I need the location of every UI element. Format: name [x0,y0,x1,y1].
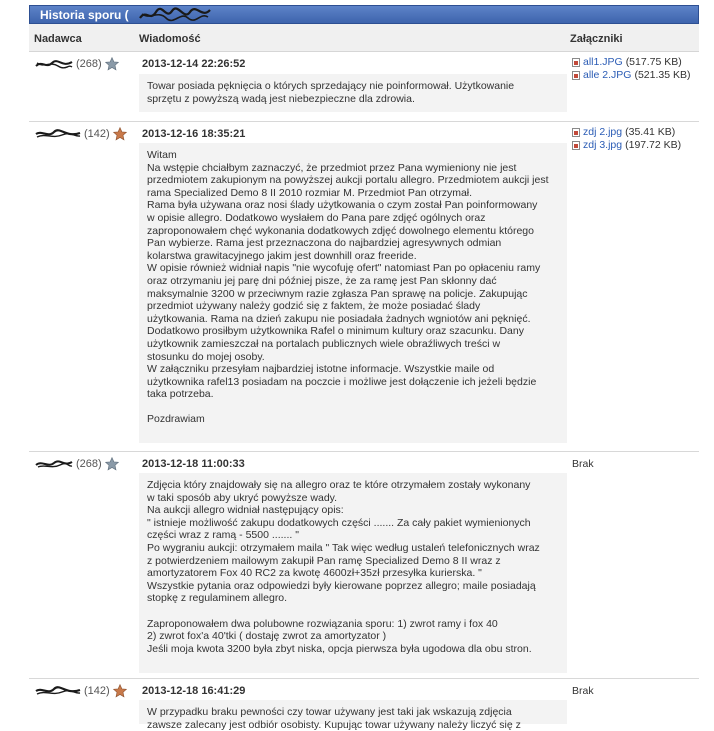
message-text: W przypadku braku pewności czy towar używany jest taki jak wskazują zdjęcia zawsze zalecany jest odbiór osobisty. Kupując towar używany należy liczyć się z [147,706,521,731]
attachment-link[interactable]: zdj 3.jpg [583,139,623,151]
message-text: Towar posiada pęknięcia o których sprzedający nie poinformował. Użytkowanie sprzętu z powyższą wadą jest niebezpieczne dla zdrowia. [147,80,515,105]
sender [34,127,127,141]
no-attachments-label: Brak [572,458,594,470]
attachment-link[interactable]: zdj 2.jpg [583,126,623,138]
message-date: 2013-12-14 22:26:52 [142,58,246,70]
redacted-sender-name [34,458,74,470]
rating-count[interactable]: (268) [76,458,102,470]
star-icon [113,684,127,698]
message-date: 2013-12-18 16:41:29 [142,685,246,697]
message-date: 2013-12-16 18:35:21 [142,128,246,140]
message-text: Witam Na wstępie chciałbym zaznaczyć, że przedmiot przez Pana wymieniony nie jest przedmiotem zakupionym na powyższej aukcji portalu allegro. Przedmiotem aukcji jest rama Specialized Demo 8 II 2010 rozmiar M. Przedmiot Pan otrzymał. Rama była używana oraz nosi ślady użytkowania o czym został Pan poinformowany w opisie allegro. Dodatkowo wysłałem do Pana pare zdjęć ogólnych oraz zaproponowałem chęć wykonania dodatkowych zdjęć dowolnego elementu którego Pan wybierze. Rama jest przeznaczona do najbardziej agresywnych odmian kolarstwa grawitacyjnego jakim jest downhill oraz freeride. W opisie również widniał napis "nie wycofuję ofert" natomiast Pan po opłaceniu ramy oraz otrzymaniu jej parę dni później pisze, że za ramę jest Pan skłonny dać maksymalnie 3200 w przeciwnym razie zgłasza Pan sprawę na policje. Zakupując przedmiot używany należy godzić się z faktem, że może posiadać ślady użytkowania. Rama na dzień zakupu nie posiadała żadnych wgniotów ani pęknięć. Dodatkowo prosiłbym użytkownika Rafel o minimum kultury oraz szacunku. Dany użytkownik zamieszczał na portalach publicznych wiele obraźliwych treści w stosunku do mojej osoby. W załączniku przesyłam najbardziej istotne informacje. Wszystkie maile od użytkownika rafel13 posiadam na poczcie i możliwe jest dołączenie ich jeżeli będzie taka potrzeba. Pozdrawiam [147,149,549,426]
col-sender: Nadawca [34,33,82,45]
rating-count[interactable]: (268) [76,58,102,70]
attachments-list [572,56,691,82]
attachments-list [572,126,681,152]
attachment-item[interactable] [572,56,691,69]
attachment-link[interactable]: all1.JPG [583,56,623,68]
message-text: Zdjęcia który znajdowały się na allegro oraz te które otrzymałem zostały wykonany w taki sposób aby ukryć powyższe wady. Na aukcji allegro widniał następujący opis: " istnieje możliwość zakupu dodatkowych części ....... Za cały pakiet wymienionych części wraz z ramą - 5500 ....... " Po wygraniu aukcji: otrzymałem maila " Tak więc według ustaleń telefonicznych wraz z potwierdzeniem mailowym zakupił Pan ramę Specialized Demo 8 II wraz z amortyzatorem Fox 40 RC2 za kwotę 4600zł+35zł przesyłka kurierska. " Wszystkie pytania oraz odpowiedzi były kierowane poprzez allegro; maile posiadają stopkę z regulaminem allegro. Zaproponowałem dwa polubowne rozwiązania sporu: 1) zwrot ramy i fox 40 2) zwrot fox'a 40'tki ( dostaję zwrot za amortyzator ) Jeśli moja kwota 3200 była zbyt niska, opcja pierwsza była ugodowa dla obu stron. [147,479,540,655]
sender [34,684,127,698]
attachment-item[interactable] [572,126,681,139]
attachment-link[interactable]: alle 2.JPG [583,69,632,81]
no-attachments-label: Brak [572,685,594,697]
image-file-icon [572,128,580,137]
attachment-size: (521.35 KB) [634,69,691,81]
row-divider [29,678,699,679]
redacted-sender-name [34,58,74,70]
rating-count[interactable]: (142) [84,128,110,140]
redacted-scribble [136,6,216,25]
col-message: Wiadomość [139,33,201,45]
star-icon [105,57,119,71]
row-divider [29,121,699,122]
col-attachments: Załączniki [570,33,623,45]
star-icon [113,127,127,141]
attachment-size: (517.75 KB) [625,56,682,68]
message-date: 2013-12-18 11:00:33 [142,458,245,470]
attachment-size: (197.72 KB) [625,139,682,151]
row-divider [29,451,699,452]
dispute-history-header [29,5,699,24]
attachment-item[interactable] [572,139,681,152]
image-file-icon [572,71,580,80]
image-file-icon [572,141,580,150]
attachment-item[interactable] [572,69,691,82]
star-icon [105,457,119,471]
sender [34,57,119,71]
redacted-sender-name [34,128,82,140]
image-file-icon [572,58,580,67]
column-headers [29,24,699,52]
attachment-size: (35.41 KB) [625,126,676,138]
redacted-sender-name [34,685,82,697]
header-title: Historia sporu ( [40,8,129,22]
sender [34,457,119,471]
rating-count[interactable]: (142) [84,685,110,697]
